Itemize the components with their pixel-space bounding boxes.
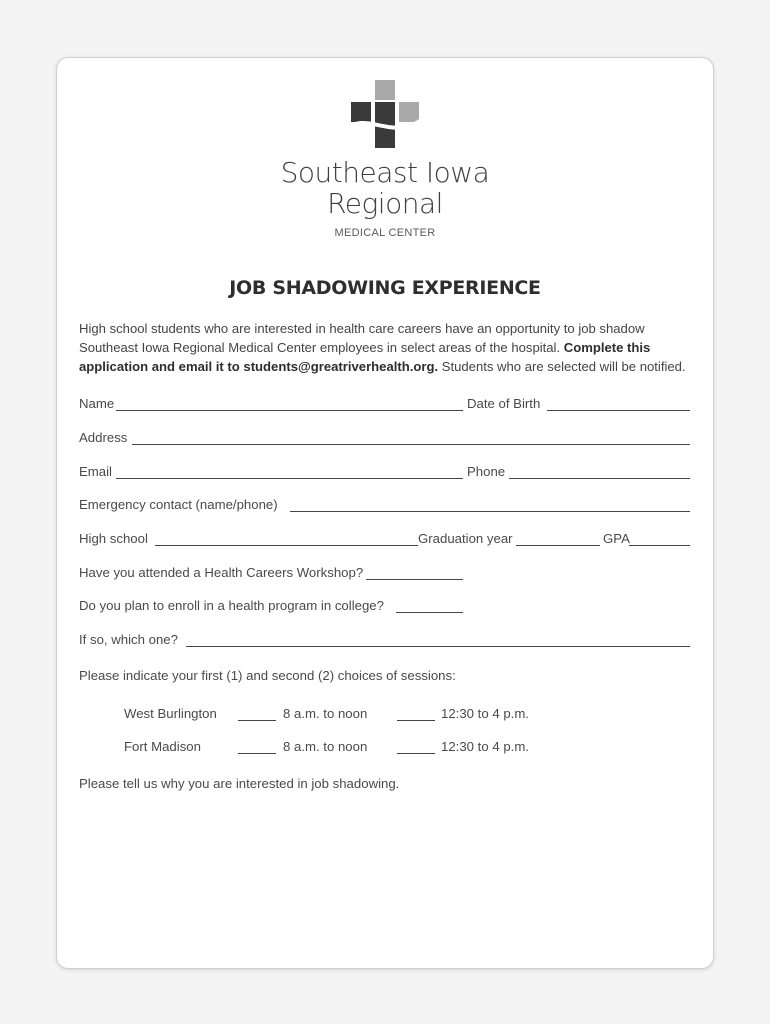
gpa-field[interactable] <box>629 545 690 546</box>
intro-note: Students who are selected will be notified. <box>438 359 686 374</box>
dob-field[interactable] <box>547 410 690 411</box>
enroll-field[interactable] <box>396 612 463 613</box>
session-location-fort-madison: Fort Madison <box>124 739 201 754</box>
medical-cross-logo-icon <box>347 80 423 156</box>
emergency-row <box>79 494 690 514</box>
emergency-label: Emergency contact (name/phone) <box>79 497 278 512</box>
which-program-row <box>79 629 690 649</box>
enroll-row <box>79 595 690 615</box>
phone-field[interactable] <box>509 478 690 479</box>
session-time-afternoon: 12:30 to 4 p.m. <box>441 706 529 721</box>
email-label: Email <box>79 464 112 479</box>
page-title: JOB SHADOWING EXPERIENCE <box>229 277 541 299</box>
phone-label: Phone <box>467 464 506 479</box>
name-dob-row <box>79 393 690 413</box>
session-choice-wb-afternoon[interactable] <box>397 720 435 721</box>
org-name-line1: Southeast Iowa <box>280 156 490 189</box>
workshop-row <box>79 562 690 582</box>
school-row <box>79 528 690 548</box>
session-choice-wb-morning[interactable] <box>238 720 276 721</box>
session-choice-fm-afternoon[interactable] <box>397 753 435 754</box>
session-time-morning: 8 a.m. to noon <box>283 706 368 721</box>
which-program-field[interactable] <box>186 646 690 647</box>
workshop-field[interactable] <box>366 579 463 580</box>
intro-text: High school students who are interested in health care careers have an opportunity to job shadow Southeast Iowa Regional Medical Center employees in select areas of the hospital. <box>79 321 645 355</box>
workshop-label: Have you attended a Health Careers Workshop? <box>79 565 364 580</box>
session-choice-fm-morning[interactable] <box>238 753 276 754</box>
session-time-afternoon: 12:30 to 4 p.m. <box>441 739 529 754</box>
address-field[interactable] <box>132 444 690 445</box>
enroll-label: Do you plan to enroll in a health program in college? <box>79 598 384 613</box>
session-location-west-burlington: West Burlington <box>124 706 217 721</box>
intro-instruction: Complete this application and email it to students@greatriverhealth.org. <box>79 340 651 374</box>
address-label: Address <box>79 430 128 445</box>
emergency-field[interactable] <box>290 511 690 512</box>
which-program-label: If so, which one? <box>79 632 178 647</box>
session-time-morning: 8 a.m. to noon <box>283 739 368 754</box>
email-field[interactable] <box>116 478 463 479</box>
org-name-line2: Regional <box>327 187 443 220</box>
grad-year-field[interactable] <box>516 545 600 546</box>
high-school-label: High school <box>79 531 148 546</box>
sessions-prompt: Please indicate your first (1) and second (2) choices of sessions: <box>79 668 456 683</box>
gpa-label: GPA <box>603 531 630 546</box>
grad-year-label: Graduation year <box>418 531 513 546</box>
closing-prompt: Please tell us why you are interested in job shadowing. <box>79 776 400 791</box>
dob-label: Date of Birth <box>467 396 541 411</box>
address-row <box>79 427 690 447</box>
high-school-field[interactable] <box>155 545 418 546</box>
org-name-line3: MEDICAL CENTER <box>334 227 436 239</box>
name-field[interactable] <box>116 410 463 411</box>
name-label: Name <box>79 396 115 411</box>
intro-paragraph <box>79 319 694 376</box>
email-phone-row <box>79 461 690 481</box>
